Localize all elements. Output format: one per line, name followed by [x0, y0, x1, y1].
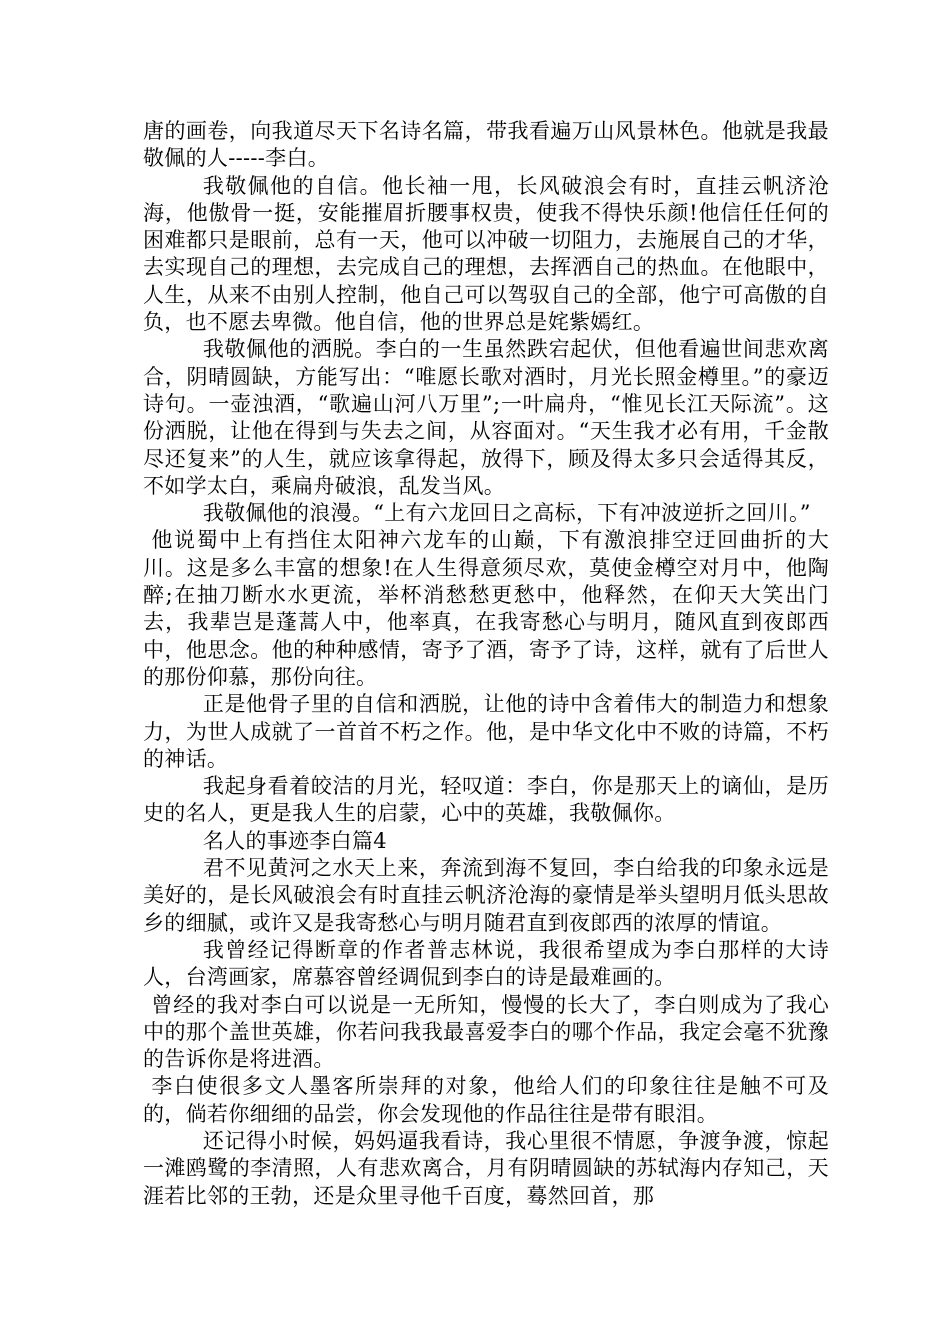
paragraph-7: 我起身看着皎洁的月光，轻叹道：李白，你是那天上的谪仙，是历史的名人，更是我人生的启蒙，心中的英雄，我敬佩你。 — [143, 774, 829, 826]
paragraph-8: 君不见黄河之水天上来，奔流到海不复回，李白给我的印象永远是美好的，是长风破浪会有时直挂云帆济沧海的豪情是举头望明月低头思故乡的细腻，或许又是我寄愁心与明月随君直到夜郎西的浓厚的情谊。 — [143, 856, 829, 935]
paragraph-10: 曾经的我对李白可以说是一无所知，慢慢的长大了，李白则成为了我心中的那个盖世英雄，你若问我我最喜爱李白的哪个作品，我定会毫不犹豫的告诉你是将进酒。 — [143, 992, 829, 1072]
paragraph-2: 我敬佩他的自信。他长袖一甩，长风破浪会有时，直挂云帆济沧海，他傲骨一挺，安能摧眉折腰事权贵，使我不得快乐颜!他信任任何的困难都只是眼前，总有一天，他可以冲破一切阻力，去施展自己的才华，去实现自己的理想，去完成自己的理想，去挥洒自己的热血。在他眼中，人生，从来不由别人控制，他自己可以驾驭自己的全部，他宁可高傲的自负，也不愿去卑微。他自信，他的世界总是姹紫嫣红。 — [143, 173, 829, 335]
paragraph-11: 李白使很多文人墨客所崇拜的对象，他给人们的印象往往是触不可及的，倘若你细细的品尝，你会发现他的作品往往是带有眼泪。 — [143, 1074, 829, 1126]
paragraph-1: 唐的画卷，向我道尽天下名诗名篇，带我看遍万山风景林色。他就是我最敬佩的人-----李白。 — [143, 119, 829, 171]
document-body — [143, 118, 829, 1210]
section-heading: 名人的事迹李白篇4 — [202, 828, 387, 853]
paragraph-9: 我曾经记得断章的作者普志林说，我很希望成为李白那样的大诗人，台湾画家，席慕容曾经调侃到李白的诗是最难画的。 — [143, 937, 829, 990]
paragraph-12: 还记得小时候，妈妈逼我看诗，我心里很不情愿，争渡争渡，惊起一滩鸥鹭的李清照，人有悲欢离合，月有阴晴圆缺的苏轼海内存知己，天涯若比邻的王勃，还是众里寻他千百度，蓦然回首，那 — [143, 1128, 829, 1208]
paragraph-6: 正是他骨子里的自信和洒脱，让他的诗中含着伟大的制造力和想象力，为世人成就了一首首不朽之作。他，是中华文化中不败的诗篇，不朽的神话。 — [143, 692, 829, 771]
paragraph-5: 他说蜀中上有挡住太阳神六龙车的山巅，下有激浪排空迂回曲折的大川。这是多么丰富的想象!在人生得意须尽欢，莫使金樽空对月中，他陶醉;在抽刀断水水更流，举杯消愁愁更愁中，他释然，在仰天大笑出门去，我辈岂是蓬蒿人中，他率真，在我寄愁心与明月，随风直到夜郎西中，他思念。他的种种感情，寄予了酒，寄予了诗，这样，就有了后世人的那份仰慕，那份向往。 — [143, 528, 829, 689]
paragraph-3: 我敬佩他的洒脱。李白的一生虽然跌宕起伏，但他看遍世间悲欢离合，阴晴圆缺，方能写出：“唯愿长歌对酒时，月光长照金樽里。”的豪迈诗句。一壶浊酒，“歌遍山河八万里”;一叶扁舟，“惟见长江天际流”。这份洒脱，让他在得到与失去之间，从容面对。“天生我才必有用，千金散尽还复来”的人生，就应该拿得起，放得下，顾及得太多只会适得其反，不如学太白，乘扁舟破浪，乱发当风。 — [143, 337, 829, 498]
paragraph-4: 我敬佩他的浪漫。“上有六龙回日之高标，下有冲波逆折之回川。” — [202, 501, 811, 526]
